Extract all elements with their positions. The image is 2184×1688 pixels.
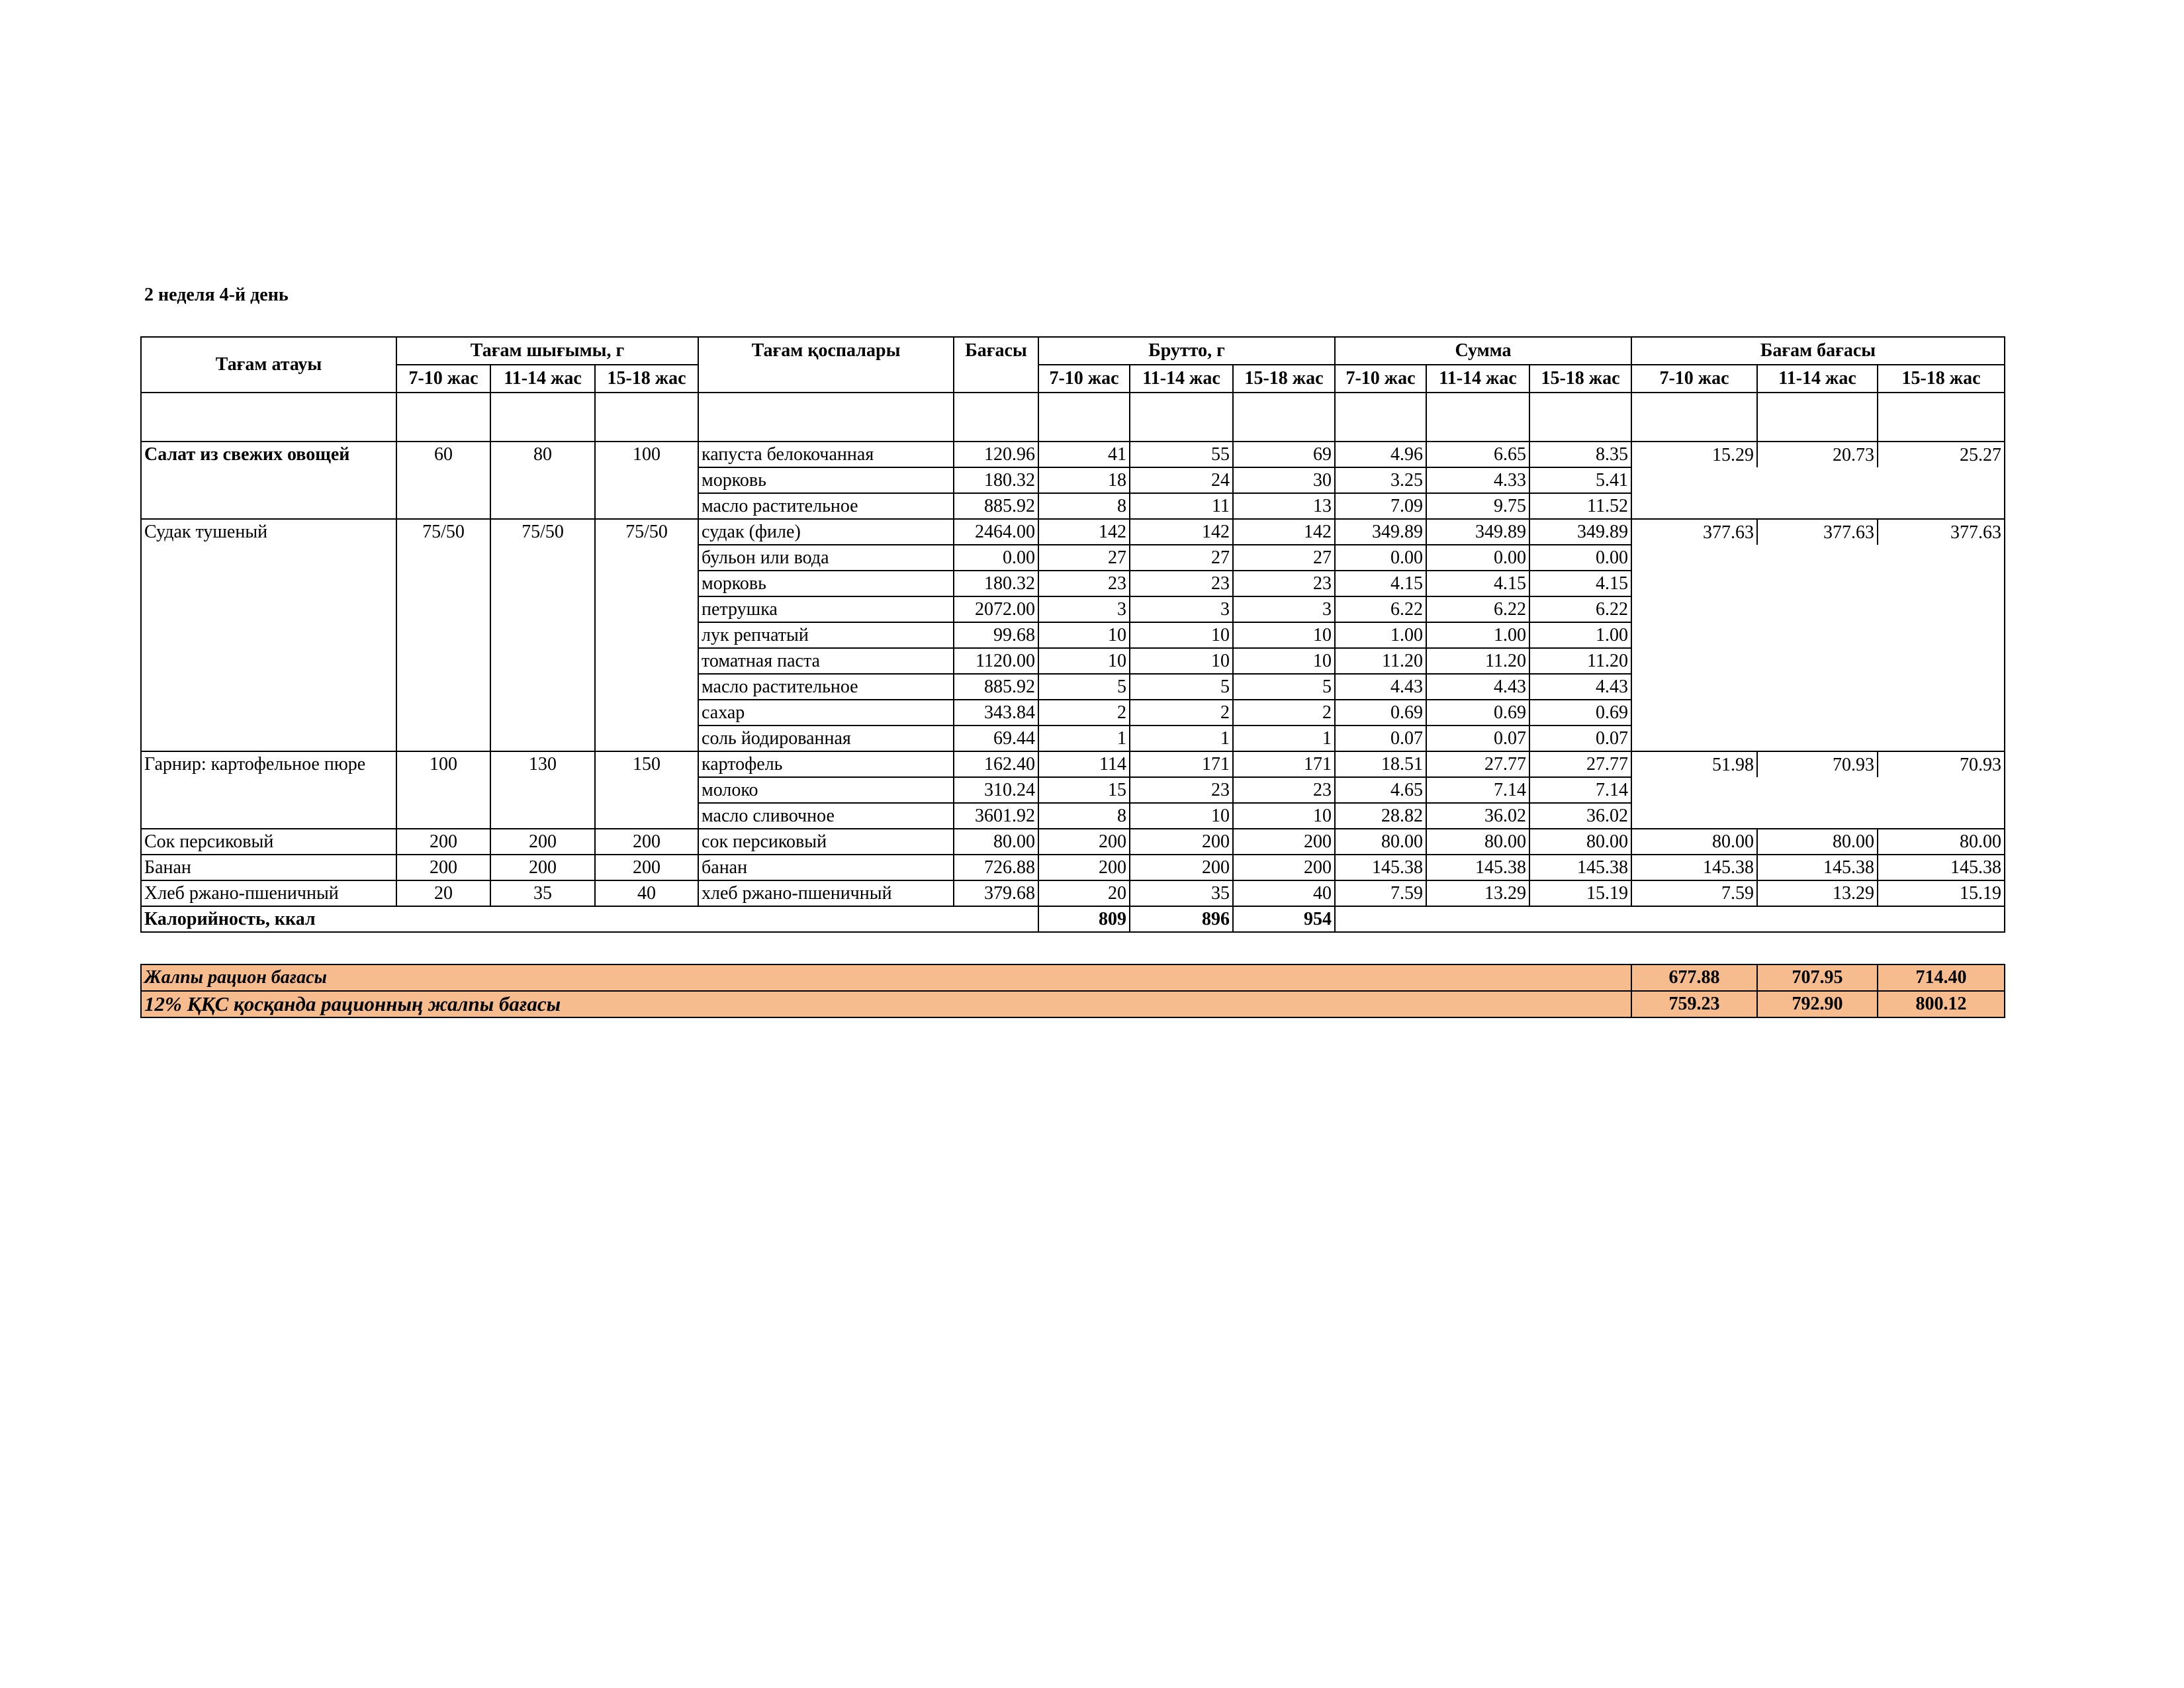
dish-price-empty <box>1631 571 2005 596</box>
header-row-ages <box>141 365 2005 393</box>
ingredient-sum: 4.96 <box>1335 442 1426 467</box>
ingredient-brutto: 2 <box>1130 700 1233 726</box>
ingredient-brutto: 10 <box>1233 648 1335 674</box>
dish-price: 80.00 <box>1631 829 1757 855</box>
ingredient-price: 885.92 <box>954 493 1038 519</box>
ingredient-sum: 0.07 <box>1335 726 1426 751</box>
ingredient-sum: 3.25 <box>1335 467 1426 493</box>
ingredient-sum: 0.00 <box>1335 545 1426 571</box>
ingredient-sum: 7.14 <box>1426 777 1529 803</box>
ingredient-brutto: 1 <box>1130 726 1233 751</box>
ingredient-brutto: 1 <box>1038 726 1130 751</box>
ingredient-sum: 0.07 <box>1529 726 1631 751</box>
ingredient-name: соль йодированная <box>698 726 954 751</box>
ingredient-sum: 0.69 <box>1529 700 1631 726</box>
total-price-label: Жалпы рацион бағасы <box>141 964 1631 991</box>
dish-price: 7.59 <box>1631 880 1757 906</box>
dish-output: 100 <box>595 442 698 519</box>
total-price-age-11-14: 707.95 <box>1757 964 1878 991</box>
table-row <box>141 855 2005 880</box>
ingredient-name: судак (филе) <box>698 519 954 545</box>
calories-empty <box>1335 906 2005 932</box>
ingredient-brutto: 8 <box>1038 803 1130 829</box>
dish-price-empty <box>1631 622 2005 648</box>
ingredient-brutto: 5 <box>1233 674 1335 700</box>
dish-name: Салат из свежих овощей <box>141 442 396 519</box>
ingredient-sum: 7.59 <box>1335 880 1426 906</box>
ingredient-sum: 80.00 <box>1335 829 1426 855</box>
ingredient-price: 0.00 <box>954 545 1038 571</box>
ingredient-sum: 1.00 <box>1335 622 1426 648</box>
dish-price: 20.73 <box>1757 442 1878 467</box>
ingredient-sum: 0.00 <box>1529 545 1631 571</box>
ingredient-brutto: 23 <box>1130 777 1233 803</box>
ingredient-brutto: 3 <box>1233 596 1335 622</box>
table-row <box>141 880 2005 906</box>
dish-output: 200 <box>396 855 490 880</box>
ingredient-sum: 6.22 <box>1426 596 1529 622</box>
ingredient-name: капуста белокочанная <box>698 442 954 467</box>
table-row <box>141 519 2005 545</box>
calories-value: 896 <box>1130 906 1233 932</box>
dish-price-empty <box>1631 777 2005 803</box>
dish-name: Гарнир: картофельное пюре <box>141 751 396 829</box>
dish-price: 15.19 <box>1878 880 2005 906</box>
ingredient-sum: 4.15 <box>1529 571 1631 596</box>
ingredient-sum: 4.65 <box>1335 777 1426 803</box>
table-row <box>141 751 2005 777</box>
ingredient-sum: 36.02 <box>1529 803 1631 829</box>
ingredient-brutto: 10 <box>1130 622 1233 648</box>
ingredient-brutto: 10 <box>1233 622 1335 648</box>
total-vat-label: 12% ҚҚС қосқанда рационның жалпы бағасы <box>141 991 1631 1017</box>
header-dish-price-age-11-14: 11-14 жас <box>1757 365 1878 393</box>
ingredient-price: 2072.00 <box>954 596 1038 622</box>
dish-output: 200 <box>490 829 595 855</box>
ingredient-brutto: 40 <box>1233 880 1335 906</box>
dish-name: Хлеб ржано-пшеничный <box>141 880 396 906</box>
ingredient-price: 120.96 <box>954 442 1038 467</box>
ingredient-name: молоко <box>698 777 954 803</box>
ingredient-name: масло растительное <box>698 493 954 519</box>
total-vat-age-15-18: 800.12 <box>1878 991 2005 1017</box>
ingredient-sum: 4.33 <box>1426 467 1529 493</box>
ingredient-price: 726.88 <box>954 855 1038 880</box>
ingredient-brutto: 10 <box>1130 803 1233 829</box>
ingredient-sum: 1.00 <box>1426 622 1529 648</box>
dish-name: Судак тушеный <box>141 519 396 751</box>
dish-price-empty <box>1631 726 2005 751</box>
table-row <box>141 829 2005 855</box>
calories-label: Калорийность, ккал <box>141 906 1038 932</box>
ingredient-brutto: 35 <box>1130 880 1233 906</box>
ingredient-brutto: 200 <box>1233 855 1335 880</box>
dish-price: 70.93 <box>1757 751 1878 777</box>
header-output-age-15-18: 15-18 жас <box>595 365 698 393</box>
ingredient-sum: 5.41 <box>1529 467 1631 493</box>
ingredient-price: 80.00 <box>954 829 1038 855</box>
ingredient-brutto: 3 <box>1130 596 1233 622</box>
dish-price-empty <box>1631 648 2005 674</box>
header-brutto-age-15-18: 15-18 жас <box>1233 365 1335 393</box>
dish-price: 145.38 <box>1878 855 2005 880</box>
ingredient-brutto: 18 <box>1038 467 1130 493</box>
ingredient-name: лук репчатый <box>698 622 954 648</box>
dish-name: Банан <box>141 855 396 880</box>
ingredient-sum: 4.15 <box>1426 571 1529 596</box>
dish-price-empty <box>1631 596 2005 622</box>
ingredient-sum: 7.09 <box>1335 493 1426 519</box>
dish-output: 40 <box>595 880 698 906</box>
ingredient-brutto: 200 <box>1038 829 1130 855</box>
ingredient-brutto: 10 <box>1233 803 1335 829</box>
ingredient-brutto: 13 <box>1233 493 1335 519</box>
ingredient-sum: 11.20 <box>1426 648 1529 674</box>
ingredient-brutto: 142 <box>1233 519 1335 545</box>
dish-price: 377.63 <box>1631 519 1757 545</box>
ingredient-price: 1120.00 <box>954 648 1038 674</box>
ingredient-brutto: 171 <box>1130 751 1233 777</box>
ingredient-name: масло растительное <box>698 674 954 700</box>
dish-output: 200 <box>595 855 698 880</box>
ingredient-sum: 11.20 <box>1529 648 1631 674</box>
ingredient-sum: 36.02 <box>1426 803 1529 829</box>
ingredient-sum: 6.22 <box>1335 596 1426 622</box>
ingredient-name: томатная паста <box>698 648 954 674</box>
ingredient-sum: 11.20 <box>1335 648 1426 674</box>
ingredient-brutto: 200 <box>1038 855 1130 880</box>
ingredient-brutto: 23 <box>1130 571 1233 596</box>
header-dish-price-age-15-18: 15-18 жас <box>1878 365 2005 393</box>
ingredient-sum: 145.38 <box>1335 855 1426 880</box>
dish-output: 20 <box>396 880 490 906</box>
header-brutto-group: Брутто, г <box>1038 337 1335 365</box>
dish-output: 200 <box>396 829 490 855</box>
ingredient-sum: 7.14 <box>1529 777 1631 803</box>
dish-price-empty <box>1631 493 2005 519</box>
ingredient-sum: 27.77 <box>1529 751 1631 777</box>
header-sum-age-11-14: 11-14 жас <box>1426 365 1529 393</box>
page-title: 2 неделя 4-й день <box>144 285 289 305</box>
ingredient-sum: 6.65 <box>1426 442 1529 467</box>
ingredient-brutto: 10 <box>1038 622 1130 648</box>
ingredient-brutto: 20 <box>1038 880 1130 906</box>
ingredient-sum: 349.89 <box>1426 519 1529 545</box>
ingredient-brutto: 171 <box>1233 751 1335 777</box>
ingredient-price: 69.44 <box>954 726 1038 751</box>
ingredient-price: 885.92 <box>954 674 1038 700</box>
dish-output: 150 <box>595 751 698 829</box>
header-output-age-7-10: 7-10 жас <box>396 365 490 393</box>
ingredient-sum: 4.43 <box>1529 674 1631 700</box>
ingredient-sum: 80.00 <box>1529 829 1631 855</box>
header-row-groups <box>141 337 2005 365</box>
dish-price-empty <box>1631 545 2005 571</box>
ingredient-brutto: 55 <box>1130 442 1233 467</box>
dish-price: 13.29 <box>1757 880 1878 906</box>
ingredient-sum: 145.38 <box>1529 855 1631 880</box>
dish-output: 75/50 <box>595 519 698 751</box>
calories-value: 809 <box>1038 906 1130 932</box>
ingredient-price: 2464.00 <box>954 519 1038 545</box>
dish-output: 75/50 <box>396 519 490 751</box>
ingredient-sum: 9.75 <box>1426 493 1529 519</box>
ingredient-price: 379.68 <box>954 880 1038 906</box>
dish-price: 51.98 <box>1631 751 1757 777</box>
dish-price: 377.63 <box>1757 519 1878 545</box>
dish-output: 75/50 <box>490 519 595 751</box>
dish-price-empty <box>1631 700 2005 726</box>
ingredient-name: хлеб ржано-пшеничный <box>698 880 954 906</box>
dish-price-empty <box>1631 803 2005 829</box>
ingredient-sum: 0.69 <box>1335 700 1426 726</box>
dish-output: 80 <box>490 442 595 519</box>
ingredient-name: петрушка <box>698 596 954 622</box>
ingredient-brutto: 41 <box>1038 442 1130 467</box>
ingredient-sum: 18.51 <box>1335 751 1426 777</box>
ingredient-sum: 0.00 <box>1426 545 1529 571</box>
dish-output: 130 <box>490 751 595 829</box>
ingredient-sum: 15.19 <box>1529 880 1631 906</box>
dish-price: 25.27 <box>1878 442 2005 467</box>
ingredient-brutto: 2 <box>1233 700 1335 726</box>
header-dish-price-group: Бағам бағасы <box>1631 337 2005 365</box>
ingredient-sum: 80.00 <box>1426 829 1529 855</box>
ingredient-price: 180.32 <box>954 467 1038 493</box>
header-dish-price-age-7-10: 7-10 жас <box>1631 365 1757 393</box>
ingredient-sum: 4.43 <box>1335 674 1426 700</box>
ingredient-sum: 0.07 <box>1426 726 1529 751</box>
total-price-age-7-10: 677.88 <box>1631 964 1757 991</box>
dish-price: 377.63 <box>1878 519 2005 545</box>
dish-price: 145.38 <box>1631 855 1757 880</box>
ingredient-brutto: 8 <box>1038 493 1130 519</box>
ingredient-name: картофель <box>698 751 954 777</box>
ingredient-brutto: 27 <box>1038 545 1130 571</box>
total-price-row <box>141 964 2005 991</box>
ingredient-brutto: 27 <box>1130 545 1233 571</box>
ingredient-brutto: 69 <box>1233 442 1335 467</box>
ingredient-sum: 13.29 <box>1426 880 1529 906</box>
ingredient-brutto: 15 <box>1038 777 1130 803</box>
header-brutto-age-11-14: 11-14 жас <box>1130 365 1233 393</box>
ingredient-brutto: 3 <box>1038 596 1130 622</box>
ingredient-brutto: 24 <box>1130 467 1233 493</box>
ingredient-brutto: 1 <box>1233 726 1335 751</box>
total-vat-row <box>141 991 2005 1017</box>
ingredient-sum: 349.89 <box>1335 519 1426 545</box>
ingredient-sum: 0.69 <box>1426 700 1529 726</box>
ingredient-sum: 349.89 <box>1529 519 1631 545</box>
dish-price: 145.38 <box>1757 855 1878 880</box>
ingredient-name: сок персиковый <box>698 829 954 855</box>
header-output-age-11-14: 11-14 жас <box>490 365 595 393</box>
ingredient-name: сахар <box>698 700 954 726</box>
ingredient-brutto: 5 <box>1038 674 1130 700</box>
ingredient-sum: 145.38 <box>1426 855 1529 880</box>
calories-value: 954 <box>1233 906 1335 932</box>
ingredient-brutto: 2 <box>1038 700 1130 726</box>
menu-table <box>140 336 2005 933</box>
ingredient-sum: 4.43 <box>1426 674 1529 700</box>
ingredient-brutto: 200 <box>1130 829 1233 855</box>
dish-price-empty <box>1631 467 2005 493</box>
ingredient-brutto: 11 <box>1130 493 1233 519</box>
ingredient-price: 3601.92 <box>954 803 1038 829</box>
header-dish-name: Тағам атауы <box>141 337 396 393</box>
total-price-age-15-18: 714.40 <box>1878 964 2005 991</box>
header-spacer-row <box>141 393 2005 442</box>
ingredient-sum: 28.82 <box>1335 803 1426 829</box>
dish-price-empty <box>1631 674 2005 700</box>
ingredient-name: бульон или вода <box>698 545 954 571</box>
ingredient-brutto: 142 <box>1038 519 1130 545</box>
ingredient-brutto: 23 <box>1233 777 1335 803</box>
dish-output: 200 <box>490 855 595 880</box>
ingredient-brutto: 23 <box>1038 571 1130 596</box>
total-vat-age-11-14: 792.90 <box>1757 991 1878 1017</box>
ingredient-price: 180.32 <box>954 571 1038 596</box>
ingredient-brutto: 30 <box>1233 467 1335 493</box>
table-row <box>141 442 2005 467</box>
ingredient-brutto: 10 <box>1038 648 1130 674</box>
ingredient-price: 162.40 <box>954 751 1038 777</box>
ingredient-brutto: 142 <box>1130 519 1233 545</box>
ingredient-sum: 8.35 <box>1529 442 1631 467</box>
calories-row <box>141 906 2005 932</box>
dish-price: 70.93 <box>1878 751 2005 777</box>
ingredient-price: 343.84 <box>954 700 1038 726</box>
ingredient-brutto: 23 <box>1233 571 1335 596</box>
ingredient-sum: 6.22 <box>1529 596 1631 622</box>
ingredient-brutto: 200 <box>1130 855 1233 880</box>
ingredient-brutto: 200 <box>1233 829 1335 855</box>
header-brutto-age-7-10: 7-10 жас <box>1038 365 1130 393</box>
ingredient-name: морковь <box>698 467 954 493</box>
header-ingredients: Тағам қоспалары <box>698 337 954 393</box>
dish-name: Сок персиковый <box>141 829 396 855</box>
header-price: Бағасы <box>954 337 1038 393</box>
ingredient-brutto: 5 <box>1130 674 1233 700</box>
dish-output: 200 <box>595 829 698 855</box>
header-sum-age-15-18: 15-18 жас <box>1529 365 1631 393</box>
header-sum-age-7-10: 7-10 жас <box>1335 365 1426 393</box>
ingredient-sum: 11.52 <box>1529 493 1631 519</box>
ingredient-sum: 1.00 <box>1529 622 1631 648</box>
ingredient-name: морковь <box>698 571 954 596</box>
ingredient-price: 99.68 <box>954 622 1038 648</box>
dish-output: 100 <box>396 751 490 829</box>
dish-price: 80.00 <box>1757 829 1878 855</box>
ingredient-name: банан <box>698 855 954 880</box>
dish-price: 80.00 <box>1878 829 2005 855</box>
ingredient-brutto: 114 <box>1038 751 1130 777</box>
total-vat-age-7-10: 759.23 <box>1631 991 1757 1017</box>
ingredient-brutto: 10 <box>1130 648 1233 674</box>
dish-output: 35 <box>490 880 595 906</box>
dish-output: 60 <box>396 442 490 519</box>
ingredient-brutto: 27 <box>1233 545 1335 571</box>
header-output-group: Тағам шығымы, г <box>396 337 698 365</box>
dish-price: 15.29 <box>1631 442 1757 467</box>
ingredient-price: 310.24 <box>954 777 1038 803</box>
header-sum-group: Сумма <box>1335 337 1631 365</box>
ingredient-sum: 4.15 <box>1335 571 1426 596</box>
ingredient-name: масло сливочное <box>698 803 954 829</box>
totals-table <box>140 964 2005 1018</box>
ingredient-sum: 27.77 <box>1426 751 1529 777</box>
